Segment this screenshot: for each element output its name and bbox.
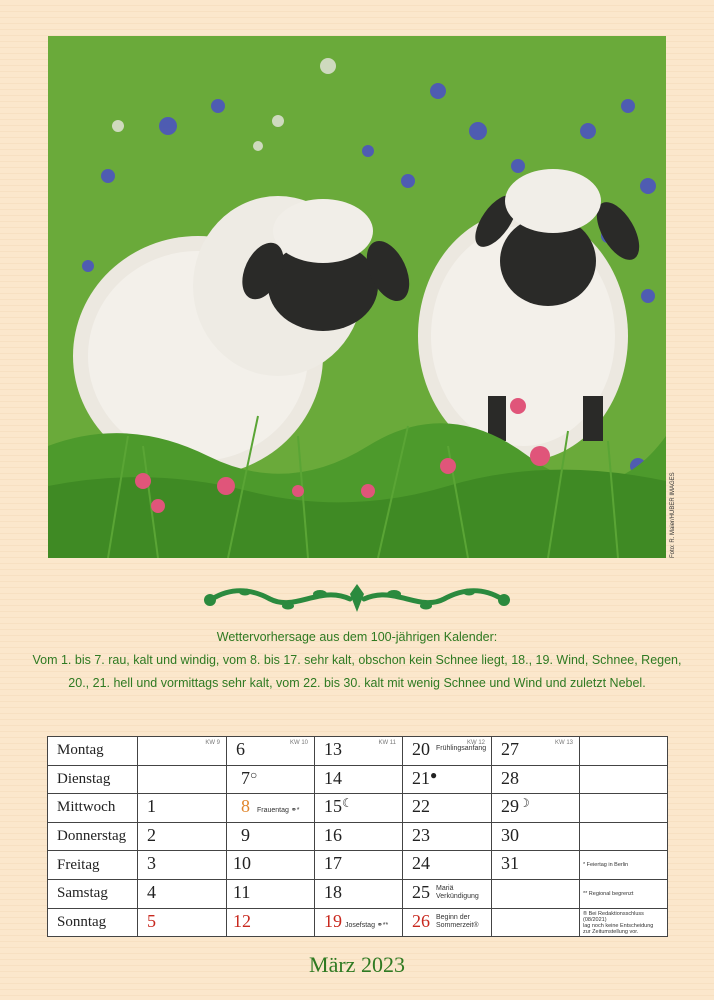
day-cell xyxy=(227,794,315,823)
day-cell xyxy=(227,851,315,880)
week-number: KW 11 xyxy=(378,740,396,746)
day-cell xyxy=(315,879,403,908)
week-number: KW 13 xyxy=(554,740,573,746)
day-number xyxy=(241,768,257,789)
day-number: 14 xyxy=(324,767,342,788)
holiday-label-line2: Verkündigung xyxy=(436,892,479,900)
day-cell xyxy=(403,879,492,908)
day-number-text: 21 xyxy=(412,767,430,788)
day-number-text: 29 xyxy=(501,796,519,817)
day-number-sunday: 5 xyxy=(147,910,156,931)
holiday-label xyxy=(436,885,479,901)
day-number: 16 xyxy=(324,824,342,845)
day-number: 31 xyxy=(501,853,519,874)
day-cell xyxy=(315,737,403,766)
day-cell xyxy=(492,794,580,823)
day-cell xyxy=(315,794,403,823)
note-cell xyxy=(580,737,668,766)
week-number: KW 9 xyxy=(205,740,220,746)
lamb-photo xyxy=(48,36,666,558)
day-number: 30 xyxy=(501,824,519,845)
day-number: 17 xyxy=(324,853,342,874)
day-cell-empty xyxy=(492,879,580,908)
day-number-text: 15 xyxy=(324,796,342,817)
day-number: 11 xyxy=(233,881,251,902)
day-number: 23 xyxy=(412,824,430,845)
weekday-label: Sonntag xyxy=(48,908,138,937)
footnote-regional: ** Regional begrenzt xyxy=(583,890,634,897)
row-freitag xyxy=(48,851,668,880)
day-cell xyxy=(315,851,403,880)
footnote-line2: lag noch keine Entscheidung xyxy=(583,922,654,929)
holiday-label-line1: Beginn der xyxy=(436,913,470,921)
day-cell xyxy=(403,737,492,766)
day-cell xyxy=(227,822,315,851)
weather-forecast xyxy=(0,626,714,695)
day-number-holiday: 8 xyxy=(241,796,250,817)
holiday-label: Frühlingsanfang xyxy=(436,745,487,752)
week-number: KW 12 xyxy=(466,740,485,746)
note-cell xyxy=(580,794,668,823)
holiday-label-line1: Mariä xyxy=(436,884,454,892)
first-quarter-moon-icon: ○ xyxy=(250,767,258,782)
row-donnerstag xyxy=(48,822,668,851)
day-number: 27 xyxy=(501,739,519,759)
new-moon-icon: ● xyxy=(430,767,438,782)
day-number: 20 xyxy=(412,739,430,759)
row-dienstag xyxy=(48,765,668,794)
day-cell xyxy=(492,851,580,880)
footnote-sommerzeit xyxy=(583,911,667,935)
day-cell xyxy=(492,822,580,851)
day-cell xyxy=(138,879,227,908)
weekday-label: Donnerstag xyxy=(48,822,138,851)
weekday-label: Dienstag xyxy=(48,765,138,794)
note-cell xyxy=(580,879,668,908)
day-cell-empty xyxy=(138,737,227,766)
weekday-label: Mittwoch xyxy=(48,794,138,823)
month-title: März 2023 xyxy=(309,952,405,977)
calendar-table xyxy=(47,736,668,937)
day-number: 28 xyxy=(501,767,519,788)
day-number: 22 xyxy=(412,796,430,817)
day-number: 18 xyxy=(324,881,342,902)
day-cell xyxy=(492,765,580,794)
lamb-illustration xyxy=(48,36,666,558)
row-samstag xyxy=(48,879,668,908)
day-cell xyxy=(138,822,227,851)
day-cell xyxy=(227,737,315,766)
day-cell xyxy=(492,737,580,766)
day-number: 4 xyxy=(147,881,156,902)
row-montag xyxy=(48,737,668,766)
weather-line-2: 20., 21. hell und vormittags sehr kalt, vom 22. bis 30. kalt mit wenig Schnee und Wind und zuletzt Nebel. xyxy=(68,676,646,690)
note-cell xyxy=(580,851,668,880)
day-number: 2 xyxy=(147,824,156,845)
day-cell-empty xyxy=(492,908,580,937)
weekday-label: Freitag xyxy=(48,851,138,880)
day-number: 1 xyxy=(147,796,156,817)
day-cell xyxy=(403,765,492,794)
note-cell xyxy=(580,765,668,794)
holiday-label: Josefstag ⚭** xyxy=(345,921,389,929)
footnote-line1: ® Bei Redaktionsschluss (08/2021) xyxy=(583,910,644,923)
day-cell xyxy=(138,908,227,937)
day-cell xyxy=(403,822,492,851)
holiday-label xyxy=(436,914,479,930)
day-cell xyxy=(138,794,227,823)
note-cell xyxy=(580,822,668,851)
week-number: KW 10 xyxy=(289,740,308,746)
holiday-label-line2: Sommerzeit® xyxy=(436,921,479,929)
day-number xyxy=(501,796,530,817)
weekday-label: Samstag xyxy=(48,879,138,908)
weekday-label: Montag xyxy=(48,737,138,766)
day-number: 3 xyxy=(147,853,156,874)
day-number-sunday: 19 xyxy=(324,910,342,931)
day-cell xyxy=(315,765,403,794)
day-number xyxy=(324,796,353,817)
waxing-moon-icon: ☽ xyxy=(519,796,530,811)
footnote-berlin: * Feiertag in Berlin xyxy=(583,862,629,869)
row-sonntag xyxy=(48,908,668,937)
day-cell xyxy=(227,908,315,937)
day-number: 6 xyxy=(236,739,245,759)
day-cell xyxy=(227,765,315,794)
note-cell xyxy=(580,908,668,937)
full-moon-icon: ☾ xyxy=(342,796,353,811)
day-number-text: 7 xyxy=(241,767,250,788)
day-number: 9 xyxy=(241,824,250,845)
ornament-divider xyxy=(200,582,514,616)
footnote-line3: zur Zeitumstellung vor. xyxy=(583,928,639,935)
day-cell xyxy=(403,851,492,880)
day-cell xyxy=(138,851,227,880)
day-cell xyxy=(227,879,315,908)
day-number: 10 xyxy=(233,853,251,874)
day-number: 25 xyxy=(412,881,430,902)
day-cell xyxy=(403,794,492,823)
day-cell xyxy=(403,908,492,937)
photo-credit: Foto: R. Maier/HUBER IMAGES xyxy=(670,472,676,558)
day-cell xyxy=(315,822,403,851)
weather-line-1: Vom 1. bis 7. rau, kalt und windig, vom 8. bis 17. sehr kalt, obschon kein Schnee liegt, 18., 19. Wind, Schnee, Regen, xyxy=(32,653,682,667)
holiday-label: Frauentag ⚭* xyxy=(257,807,300,815)
day-number: 13 xyxy=(324,739,342,759)
day-number: 24 xyxy=(412,853,430,874)
day-cell xyxy=(315,908,403,937)
row-mittwoch xyxy=(48,794,668,823)
day-number-sunday: 26 xyxy=(412,910,430,931)
weather-heading: Wettervorhersage aus dem 100-jährigen Kalender: xyxy=(216,630,498,644)
day-number xyxy=(412,768,437,789)
day-number-sunday: 12 xyxy=(233,910,251,931)
day-cell-empty xyxy=(138,765,227,794)
